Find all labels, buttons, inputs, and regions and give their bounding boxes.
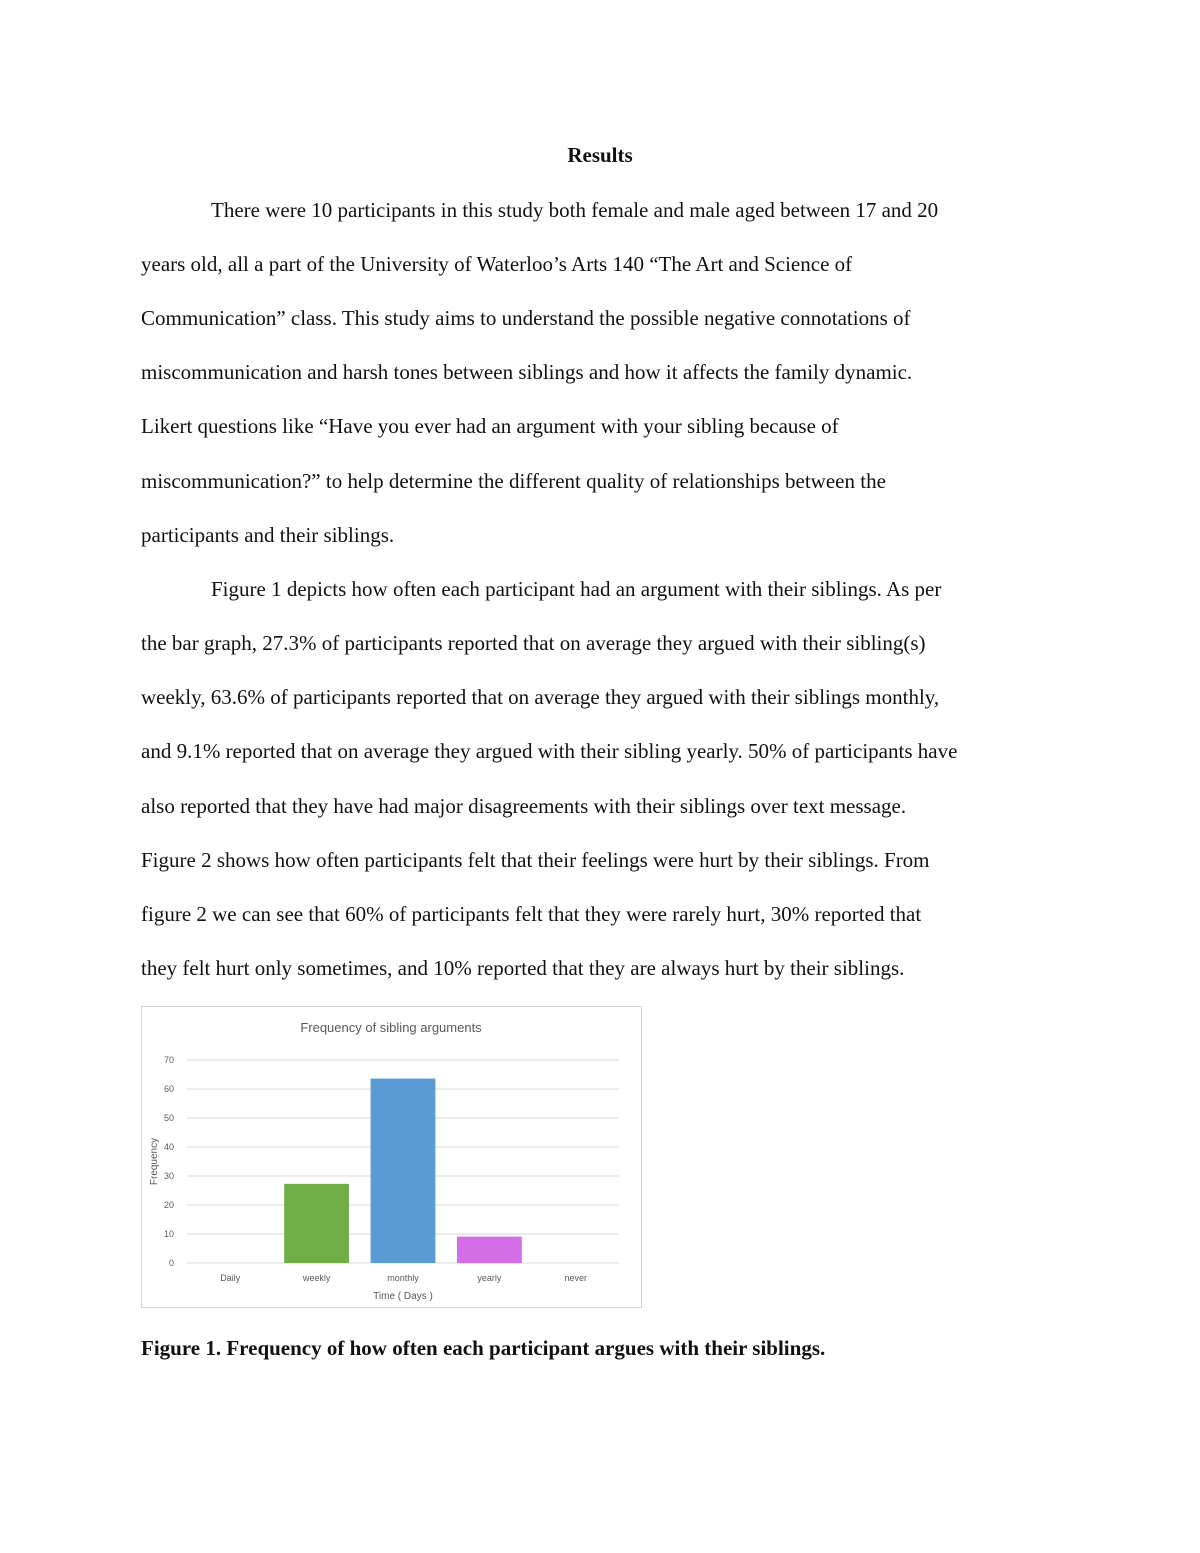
paragraph-line: years old, all a part of the University of Waterloo’s Arts 140 “The Art and Science of <box>141 252 853 276</box>
chart-title: Frequency of sibling arguments <box>300 1020 482 1035</box>
bar-weekly <box>284 1184 349 1263</box>
paragraph-line: miscommunication?” to help determine the different quality of relationships between the <box>141 469 886 493</box>
paragraph-line: Figure 2 shows how often participants felt that their feelings were hurt by their siblings. From <box>141 848 930 872</box>
y-tick-label: 10 <box>163 1229 174 1239</box>
figure-caption: Figure 1. Frequency of how often each participant argues with their siblings. <box>141 1336 826 1360</box>
x-tick-label: weekly <box>302 1273 331 1283</box>
y-tick-label: 0 <box>168 1258 174 1268</box>
paragraph-line: and 9.1% reported that on average they argued with their sibling yearly. 50% of participants have <box>141 739 958 763</box>
y-tick-label: 30 <box>163 1171 174 1181</box>
y-tick-label: 70 <box>163 1055 174 1065</box>
x-tick-label: never <box>564 1273 588 1283</box>
paragraph-line: Likert questions like “Have you ever had an argument with your sibling because of <box>141 414 839 438</box>
y-tick-label: 60 <box>163 1084 174 1094</box>
paragraph-line: weekly, 63.6% of participants reported that on average they argued with their siblings monthly, <box>141 685 940 709</box>
x-tick-label: monthly <box>387 1273 419 1283</box>
paragraph-line: participants and their siblings. <box>141 523 395 547</box>
y-tick-label: 50 <box>163 1113 174 1123</box>
bar-chart <box>141 1006 642 1308</box>
chart-canvas <box>142 1007 641 1307</box>
y-tick-label: 40 <box>163 1142 174 1152</box>
x-axis-label: Time ( Days ) <box>373 1291 433 1302</box>
paragraph-line: miscommunication and harsh tones between siblings and how it affects the family dynamic. <box>141 360 913 384</box>
paragraph-line: There were 10 participants in this study both female and male aged between 17 and 20 <box>211 198 939 222</box>
x-tick-label: yearly <box>477 1273 502 1283</box>
x-tick-label: Daily <box>220 1273 241 1283</box>
paragraph-line: also reported that they have had major disagreements with their siblings over text message. <box>141 794 907 818</box>
paragraph-line: they felt hurt only sometimes, and 10% reported that they are always hurt by their siblings. <box>141 956 905 980</box>
y-axis-label: Frequency <box>149 1137 160 1186</box>
y-tick-label: 20 <box>163 1200 174 1210</box>
bar-monthly <box>371 1079 436 1263</box>
bar-yearly <box>457 1237 522 1263</box>
section-heading: Results <box>567 143 633 167</box>
paragraph-line: Communication” class. This study aims to understand the possible negative connotations of <box>141 306 911 330</box>
paragraph-line: the bar graph, 27.3% of participants reported that on average they argued with their sibling(s) <box>141 631 926 655</box>
paragraph-line: Figure 1 depicts how often each participant had an argument with their siblings. As per <box>211 577 942 601</box>
paragraph-line: figure 2 we can see that 60% of participants felt that they were rarely hurt, 30% reported that <box>141 902 922 926</box>
